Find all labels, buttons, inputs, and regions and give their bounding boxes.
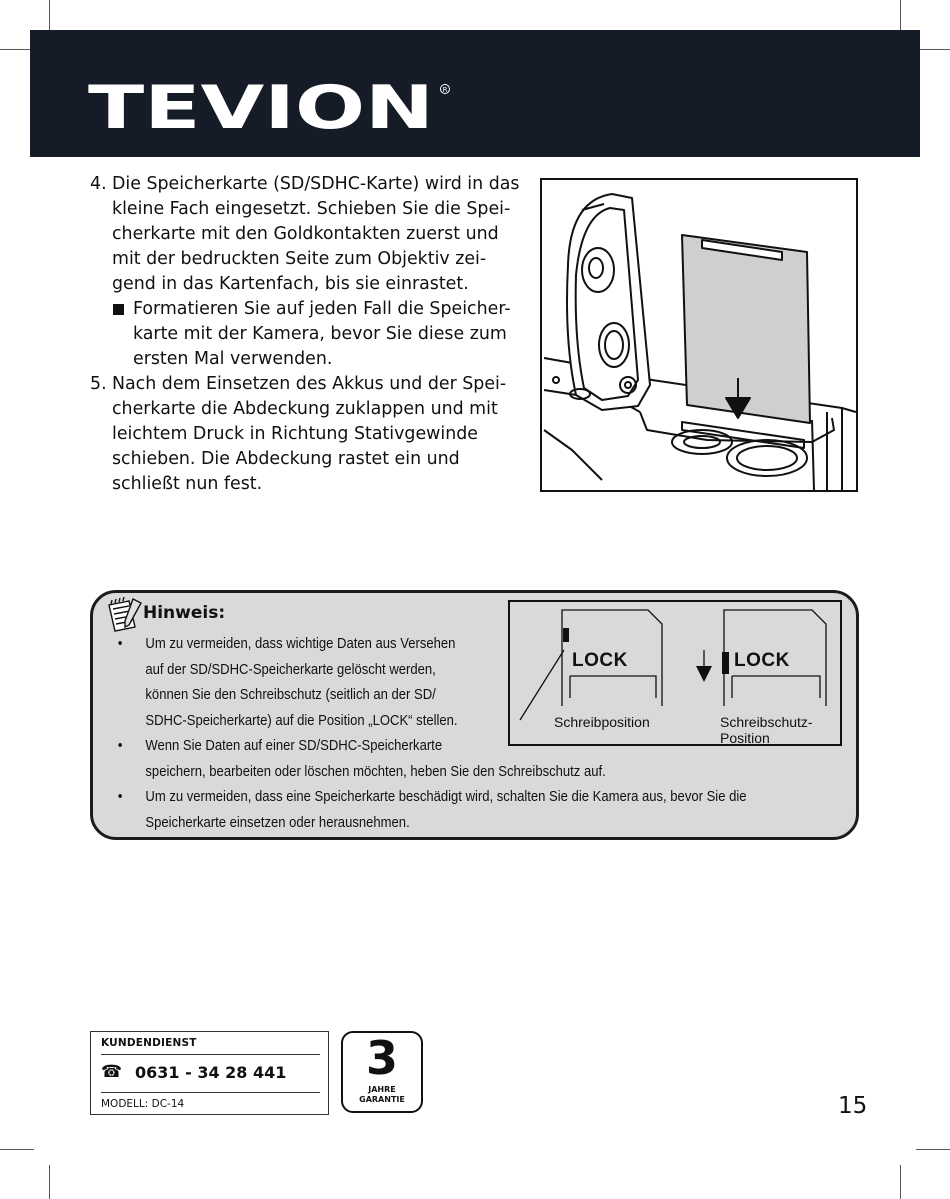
step-number: 4. <box>90 174 107 194</box>
svg-text:R: R <box>442 86 448 94</box>
sd-lock-diagram <box>508 600 842 746</box>
brand-logo <box>88 78 458 134</box>
bullet-dot-icon: • <box>117 737 123 754</box>
step-number: 5. <box>90 374 107 394</box>
lock-label-right: LOCK <box>734 650 790 671</box>
warranty-label: JAHRE GARANTIE <box>359 1085 405 1104</box>
hint-item: • Um zu vermeiden, dass eine Speicherkarte beschädigt wird, schalten Sie die Kamera aus, bevor Sie die Speicherkarte einsetzen oder herausnehmen. <box>111 784 747 835</box>
crop-mark <box>49 0 50 34</box>
crop-mark <box>900 1165 901 1199</box>
bullet-dot-icon: • <box>117 788 123 805</box>
service-title: KUNDENDIENST <box>101 1037 197 1049</box>
crop-mark <box>900 0 901 34</box>
telephone-icon: ☎ <box>101 1062 123 1082</box>
svg-text:TEVION: TEVION <box>88 78 434 134</box>
instruction-steps <box>86 172 536 497</box>
warranty-years: 3 <box>365 1031 398 1085</box>
page-number: 15 <box>838 1093 868 1119</box>
bullet-text: Formatieren Sie auf jeden Fall die Speicher- karte mit der Kamera, bevor Sie diese zum ersten Mal verwenden. <box>133 299 511 369</box>
service-phone-number: 0631 - 34 28 441 <box>135 1063 287 1082</box>
crop-mark <box>0 1149 34 1150</box>
divider <box>101 1092 320 1093</box>
bullet-dot-icon: • <box>117 635 123 652</box>
bullet-square-icon <box>113 304 124 315</box>
crop-mark <box>916 49 950 50</box>
model-number: MODELL: DC-14 <box>101 1098 185 1110</box>
hint-item: • Wenn Sie Daten auf einer SD/SDHC-Speicherkarte speichern, bearbeiten oder löschen möchten, heben Sie den Schreibschutz auf. <box>111 733 747 784</box>
divider <box>101 1054 320 1055</box>
step-text: Die Speicherkarte (SD/SDHC-Karte) wird in das kleine Fach eingesetzt. Schieben Sie die Spei- cherkarte mit den Goldkontakten zuerst und mit der bedruckten Seite zum Objektiv zei- gend in das Kartenfach, bis sie einrastet. <box>112 174 520 294</box>
hint-item: • Um zu vermeiden, dass wichtige Daten aus Versehen auf der SD/SDHC-Speicherkarte gelöscht werden, können Sie den Schreibschutz (seitlich an der SD/ SDHC-Speicherkarte) auf die Position „LOCK“ stellen. <box>111 631 747 733</box>
crop-mark <box>49 1165 50 1199</box>
step-5 <box>86 372 536 497</box>
step-4 <box>86 172 536 297</box>
write-protect-position-label: Schreibschutz- Position <box>720 714 813 746</box>
lock-label-left: LOCK <box>572 650 628 671</box>
hint-title: Hinweis: <box>143 603 226 623</box>
crop-mark <box>916 1149 950 1150</box>
step-bullet <box>86 297 536 372</box>
step-text: Nach dem Einsetzen des Akkus und der Spei- cherkarte die Abdeckung zuklappen und mit leichtem Druck in Richtung Stativgewinde schieben. Die Abdeckung rastet ein und schließt nun fest. <box>112 374 507 494</box>
camera-drawing <box>542 180 856 490</box>
warranty-badge <box>341 1031 423 1113</box>
write-position-label: Schreibposition <box>554 714 650 730</box>
notepad-pencil-icon <box>105 597 145 633</box>
customer-service-box <box>90 1031 329 1115</box>
camera-card-illustration <box>540 178 858 492</box>
crop-mark <box>0 49 34 50</box>
